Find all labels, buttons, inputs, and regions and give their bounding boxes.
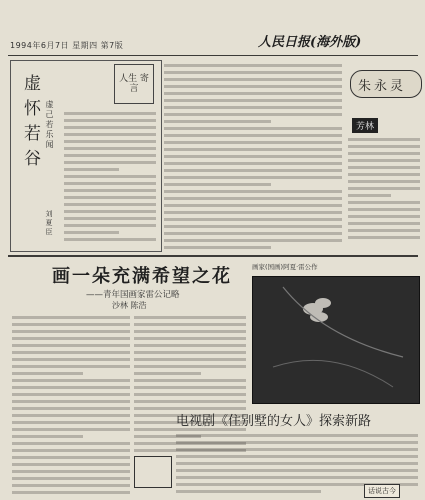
text-line	[164, 99, 342, 102]
text-line	[164, 197, 342, 200]
newspaper-name: 人民日报(海外版)	[258, 35, 362, 50]
text-line	[348, 229, 420, 232]
column-body	[64, 108, 156, 246]
text-line	[176, 455, 418, 458]
text-line	[164, 127, 342, 130]
text-line	[164, 64, 342, 67]
text-line	[164, 92, 342, 95]
right-header-tag: 芳林	[352, 118, 378, 133]
right-header-title: 朱永灵	[358, 79, 407, 94]
issue-date: 1994年6月7日 星期四 第7版	[10, 41, 124, 50]
text-line	[134, 386, 246, 389]
text-line	[176, 441, 418, 444]
text-line	[164, 176, 342, 179]
text-line	[348, 236, 420, 239]
text-line	[176, 448, 418, 451]
text-line	[64, 161, 156, 164]
text-line	[12, 435, 83, 438]
text-line	[134, 344, 246, 347]
tv-article-title: 电视剧《住别墅的女人》探索新路	[176, 414, 372, 429]
text-line	[164, 218, 342, 221]
text-line	[64, 189, 156, 192]
text-line	[64, 175, 156, 178]
text-line	[64, 133, 156, 136]
text-line	[12, 400, 130, 403]
feature-title: 画一朵充满希望之花	[52, 266, 232, 287]
text-line	[134, 316, 246, 319]
text-line	[134, 358, 246, 361]
text-line	[164, 225, 342, 228]
section-rule	[8, 255, 418, 257]
text-line	[164, 141, 342, 144]
text-line	[64, 210, 156, 213]
text-line	[164, 183, 271, 186]
text-line	[64, 196, 156, 199]
feature-body-col-1	[12, 312, 130, 498]
text-line	[164, 246, 271, 249]
text-line	[12, 351, 130, 354]
seal-stamp: 人生 寄 言	[114, 64, 154, 104]
text-line	[176, 434, 418, 437]
text-line	[348, 222, 420, 225]
text-line	[176, 462, 418, 465]
text-line	[164, 211, 342, 214]
masthead-rule	[8, 55, 418, 56]
text-line	[348, 152, 420, 155]
text-line	[64, 154, 156, 157]
footer-tag: 话说古今	[364, 484, 400, 498]
text-line	[134, 330, 246, 333]
text-line	[348, 208, 420, 211]
text-line	[12, 456, 130, 459]
column-title: 虚怀若谷	[20, 74, 40, 174]
text-line	[134, 379, 246, 382]
text-line	[12, 358, 130, 361]
text-line	[348, 180, 420, 183]
text-line	[348, 173, 420, 176]
text-line	[12, 428, 130, 431]
text-line	[12, 372, 83, 375]
text-line	[12, 344, 130, 347]
text-line	[12, 449, 130, 452]
text-line	[348, 194, 391, 197]
text-line	[164, 232, 342, 235]
text-line	[12, 337, 130, 340]
text-line	[164, 71, 342, 74]
text-line	[134, 351, 246, 354]
text-line	[12, 393, 130, 396]
text-line	[64, 182, 156, 185]
text-line	[12, 463, 130, 466]
text-line	[12, 365, 130, 368]
text-line	[176, 476, 418, 479]
text-line	[64, 231, 119, 234]
text-line	[12, 386, 130, 389]
text-line	[12, 414, 130, 417]
text-line	[134, 400, 246, 403]
text-line	[164, 106, 342, 109]
column-author: 刘夏臣	[45, 210, 53, 237]
text-line	[348, 201, 420, 204]
text-line	[64, 126, 156, 129]
right-column-body	[348, 134, 420, 244]
text-line	[64, 203, 156, 206]
text-line	[12, 484, 130, 487]
text-line	[164, 134, 342, 137]
text-line	[12, 491, 130, 494]
text-line	[134, 323, 246, 326]
tv-logo	[134, 456, 172, 488]
text-line	[134, 372, 201, 375]
text-line	[12, 316, 130, 319]
text-line	[164, 85, 342, 88]
painting-photo	[252, 276, 420, 404]
text-line	[64, 238, 156, 241]
text-line	[12, 379, 130, 382]
text-line	[12, 470, 130, 473]
text-line	[12, 477, 130, 480]
text-line	[164, 148, 342, 151]
text-line	[176, 469, 418, 472]
text-line	[164, 239, 342, 242]
text-line	[64, 112, 156, 115]
text-line	[348, 215, 420, 218]
text-line	[164, 204, 342, 207]
feature-subtitle: ——青年国画家雷公记略	[86, 290, 180, 300]
text-line	[12, 442, 130, 445]
text-line	[134, 393, 246, 396]
text-line	[64, 224, 156, 227]
text-line	[164, 78, 342, 81]
text-line	[12, 407, 130, 410]
text-line	[134, 337, 246, 340]
text-line	[164, 120, 271, 123]
text-line	[12, 323, 130, 326]
text-line	[64, 168, 119, 171]
text-line	[164, 162, 342, 165]
text-line	[64, 119, 156, 122]
text-line	[348, 187, 420, 190]
text-line	[348, 166, 420, 169]
text-line	[64, 147, 156, 150]
text-line	[176, 490, 321, 493]
text-line	[164, 190, 342, 193]
column-series: 虚己若乐闻	[45, 100, 54, 150]
text-line	[164, 155, 342, 158]
text-line	[64, 140, 156, 143]
text-line	[348, 138, 420, 141]
flower-painting-icon	[253, 277, 419, 403]
middle-article-body	[164, 60, 342, 250]
text-line	[348, 145, 420, 148]
text-line	[64, 217, 156, 220]
feature-byline: 沙林 陈浩	[112, 301, 147, 310]
text-line	[134, 365, 246, 368]
text-line	[12, 330, 130, 333]
text-line	[348, 159, 420, 162]
text-line	[12, 421, 130, 424]
text-line	[164, 169, 342, 172]
photo-caption: 画家(国画)阿夏·雷公作	[252, 263, 318, 271]
text-line	[164, 113, 342, 116]
